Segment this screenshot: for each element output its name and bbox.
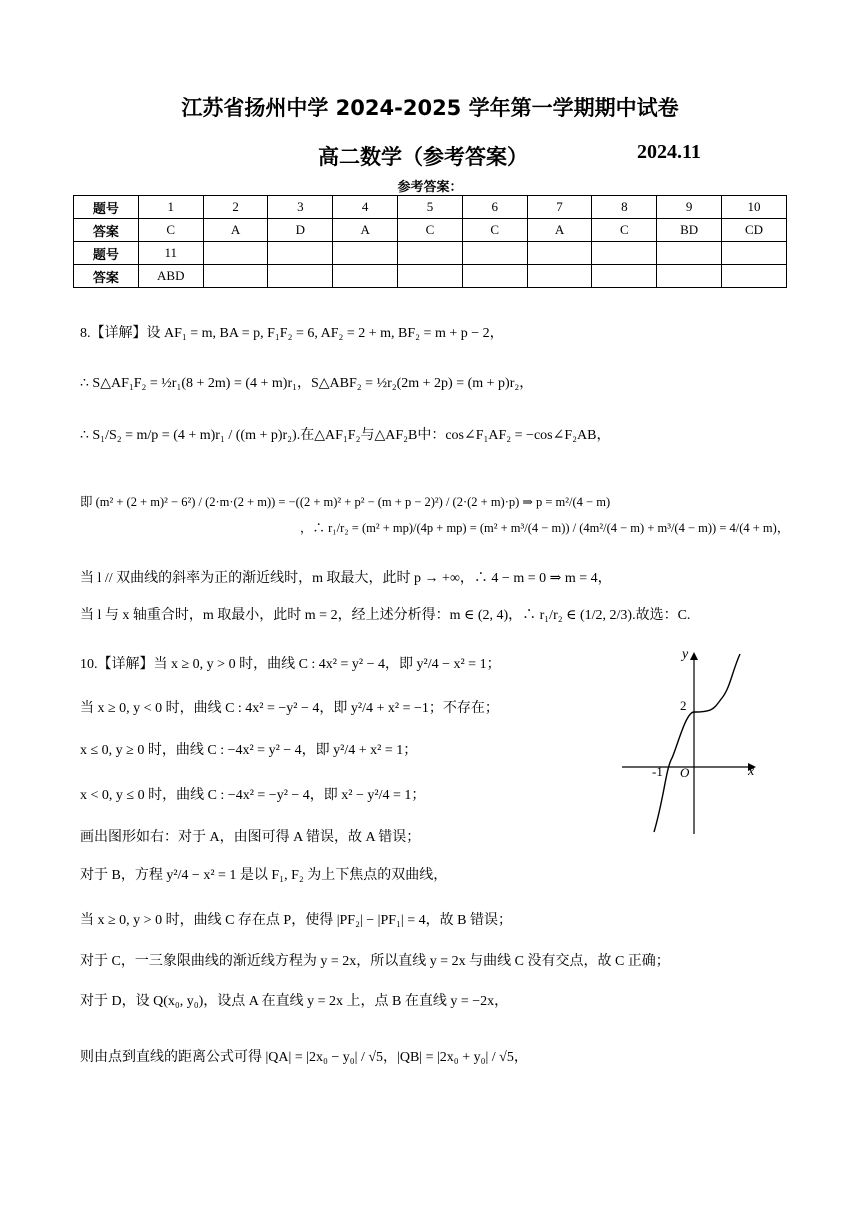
table-cell: C xyxy=(592,219,657,242)
answer-table xyxy=(73,195,787,288)
row-label: 答案 xyxy=(74,219,139,242)
table-cell: 10 xyxy=(722,196,787,219)
table-cell xyxy=(268,265,333,288)
table-cell: 11 xyxy=(138,242,203,265)
solution10-line3: x ≤ 0, y ≥ 0 时，曲线 C : −4x² = y² − 4，即 y²/4 + x² = 1； xyxy=(80,743,418,758)
solution10-line1: 10.【详解】当 x ≥ 0, y > 0 时，曲线 C : 4x² = y² − 4，即 y²/4 − x² = 1； xyxy=(80,657,501,672)
table-cell xyxy=(203,242,268,265)
table-cell: A xyxy=(333,219,398,242)
solution10-line7: 当 x ≥ 0, y > 0 时，曲线 C 存在点 P，使得 |PF₂| − |PF₁| = 4，故 B 错误； xyxy=(80,913,512,928)
table-cell xyxy=(462,265,527,288)
table-cell: C xyxy=(462,219,527,242)
table-cell: C xyxy=(138,219,203,242)
table-cell: 4 xyxy=(333,196,398,219)
table-cell xyxy=(203,265,268,288)
solution8-line4a: 即 (m² + (2 + m)² − 6²) / (2·m·(2 + m)) = −((2 + m)² + p² − (m + p − 2)²) / (2·(2 + m)·p) ⇒ p = m²/(4 − m) xyxy=(80,495,611,509)
y-axis-label: y xyxy=(682,648,689,662)
table-cell xyxy=(527,265,592,288)
table-cell: C xyxy=(398,219,463,242)
table-cell xyxy=(722,265,787,288)
curve-graph xyxy=(622,648,760,834)
row-label: 题号 xyxy=(74,196,139,219)
solution8-line1: 8.【详解】设 AF₁ = m, BA = p, F₁F₂ = 6, AF₂ = 2 + m, BF₂ = m + p − 2， xyxy=(80,326,504,341)
solution10-line5: 画出图形如右：对于 A，由图可得 A 错误，故 A 错误； xyxy=(80,830,421,845)
table-cell: D xyxy=(268,219,333,242)
solution8-line6: 当 l 与 x 轴重合时，m 取最小，此时 m = 2，经上述分析得：m ∈ (2, 4)，∴ r₁/r₂ ∈ (1/2, 2/3).故选：C. xyxy=(80,608,691,623)
table-row xyxy=(74,265,787,288)
table-cell xyxy=(268,242,333,265)
exam-subtitle: 高二数学（参考答案） xyxy=(318,145,528,169)
exam-title: 江苏省扬州中学 2024-2025 学年第一学期期中试卷 xyxy=(181,96,679,120)
table-cell: ABD xyxy=(138,265,203,288)
solution10-line6: 对于 B，方程 y²/4 − x² = 1 是以 F₁, F₂ 为上下焦点的双曲线， xyxy=(80,868,448,883)
table-cell xyxy=(657,242,722,265)
solution10-line10: 则由点到直线的距离公式可得 |QA| = |2x₀ − y₀| / √5，|QB| = |2x₀ + y₀| / √5， xyxy=(80,1050,528,1065)
x-axis-label: x xyxy=(748,764,755,779)
solution8-line3-formula: ∴ S₁/S₂ = m/p = (4 + m)r₁ / ((m + p)r₂) xyxy=(80,428,297,443)
table-cell: 5 xyxy=(398,196,463,219)
tick-label-x: -1 xyxy=(652,764,663,779)
exam-date: 2024.11 xyxy=(637,141,701,163)
table-cell: CD xyxy=(722,219,787,242)
table-cell: 9 xyxy=(657,196,722,219)
table-cell xyxy=(398,265,463,288)
table-cell xyxy=(592,242,657,265)
solution8-line4b: ，∴ r₁/r₂ = (m² + mp)/(4p + mp) = (m² + m³/(4 − m)) / (4m²/(4 − m) + m³/(4 − m)) = 4/(4 + m)， xyxy=(300,521,790,535)
table-cell: 7 xyxy=(527,196,592,219)
table-row xyxy=(74,196,787,219)
solution8-line2: ∴ S△AF₁F₂ = ½r₁(8 + 2m) = (4 + m)r₁，S△ABF₂ = ½r₂(2m + 2p) = (m + p)r₂， xyxy=(80,376,534,391)
table-row xyxy=(74,242,787,265)
table-cell xyxy=(592,265,657,288)
table-cell xyxy=(657,265,722,288)
table-cell xyxy=(333,242,398,265)
table-cell xyxy=(462,242,527,265)
answer-label: 参考答案： xyxy=(397,180,463,195)
table-cell xyxy=(527,242,592,265)
tick-label-y: 2 xyxy=(680,698,687,713)
y-axis-arrow-icon xyxy=(690,652,698,660)
table-cell: 3 xyxy=(268,196,333,219)
solution10-line4: x < 0, y ≤ 0 时，曲线 C : −4x² = −y² − 4，即 x² − y²/4 = 1； xyxy=(80,788,426,803)
solution8-line5: 当 l // 双曲线的斜率为正的渐近线时，m 取最大，此时 p → +∞，∴ 4 − m = 0 ⇒ m = 4， xyxy=(80,571,612,586)
table-cell xyxy=(398,242,463,265)
table-row xyxy=(74,219,787,242)
table-cell: 1 xyxy=(138,196,203,219)
origin-label: O xyxy=(680,765,690,780)
row-label: 答案 xyxy=(74,265,139,288)
table-cell xyxy=(333,265,398,288)
solution10-line8: 对于 C，一三象限曲线的渐近线方程为 y = 2x，所以直线 y = 2x 与曲线 C 没有交点，故 C 正确； xyxy=(80,954,670,969)
curve-c xyxy=(654,654,740,832)
table-cell: BD xyxy=(657,219,722,242)
table-cell: A xyxy=(527,219,592,242)
solution10-line2: 当 x ≥ 0, y < 0 时，曲线 C : 4x² = −y² − 4，即 y²/4 + x² = −1；不存在； xyxy=(80,701,499,716)
table-cell: 8 xyxy=(592,196,657,219)
row-label: 题号 xyxy=(74,242,139,265)
table-cell: 2 xyxy=(203,196,268,219)
solution8-line3-text: .在△AF₁F₂与△AF₂B中：cos∠F₁AF₂ = −cos∠F₂AB， xyxy=(296,428,611,443)
solution10-line9: 对于 D，设 Q(x₀, y₀)，设点 A 在直线 y = 2x 上，点 B 在直线 y = −2x， xyxy=(80,994,509,1009)
solution8-line3 xyxy=(80,424,830,444)
table-cell: 6 xyxy=(462,196,527,219)
table-cell xyxy=(722,242,787,265)
table-cell: A xyxy=(203,219,268,242)
